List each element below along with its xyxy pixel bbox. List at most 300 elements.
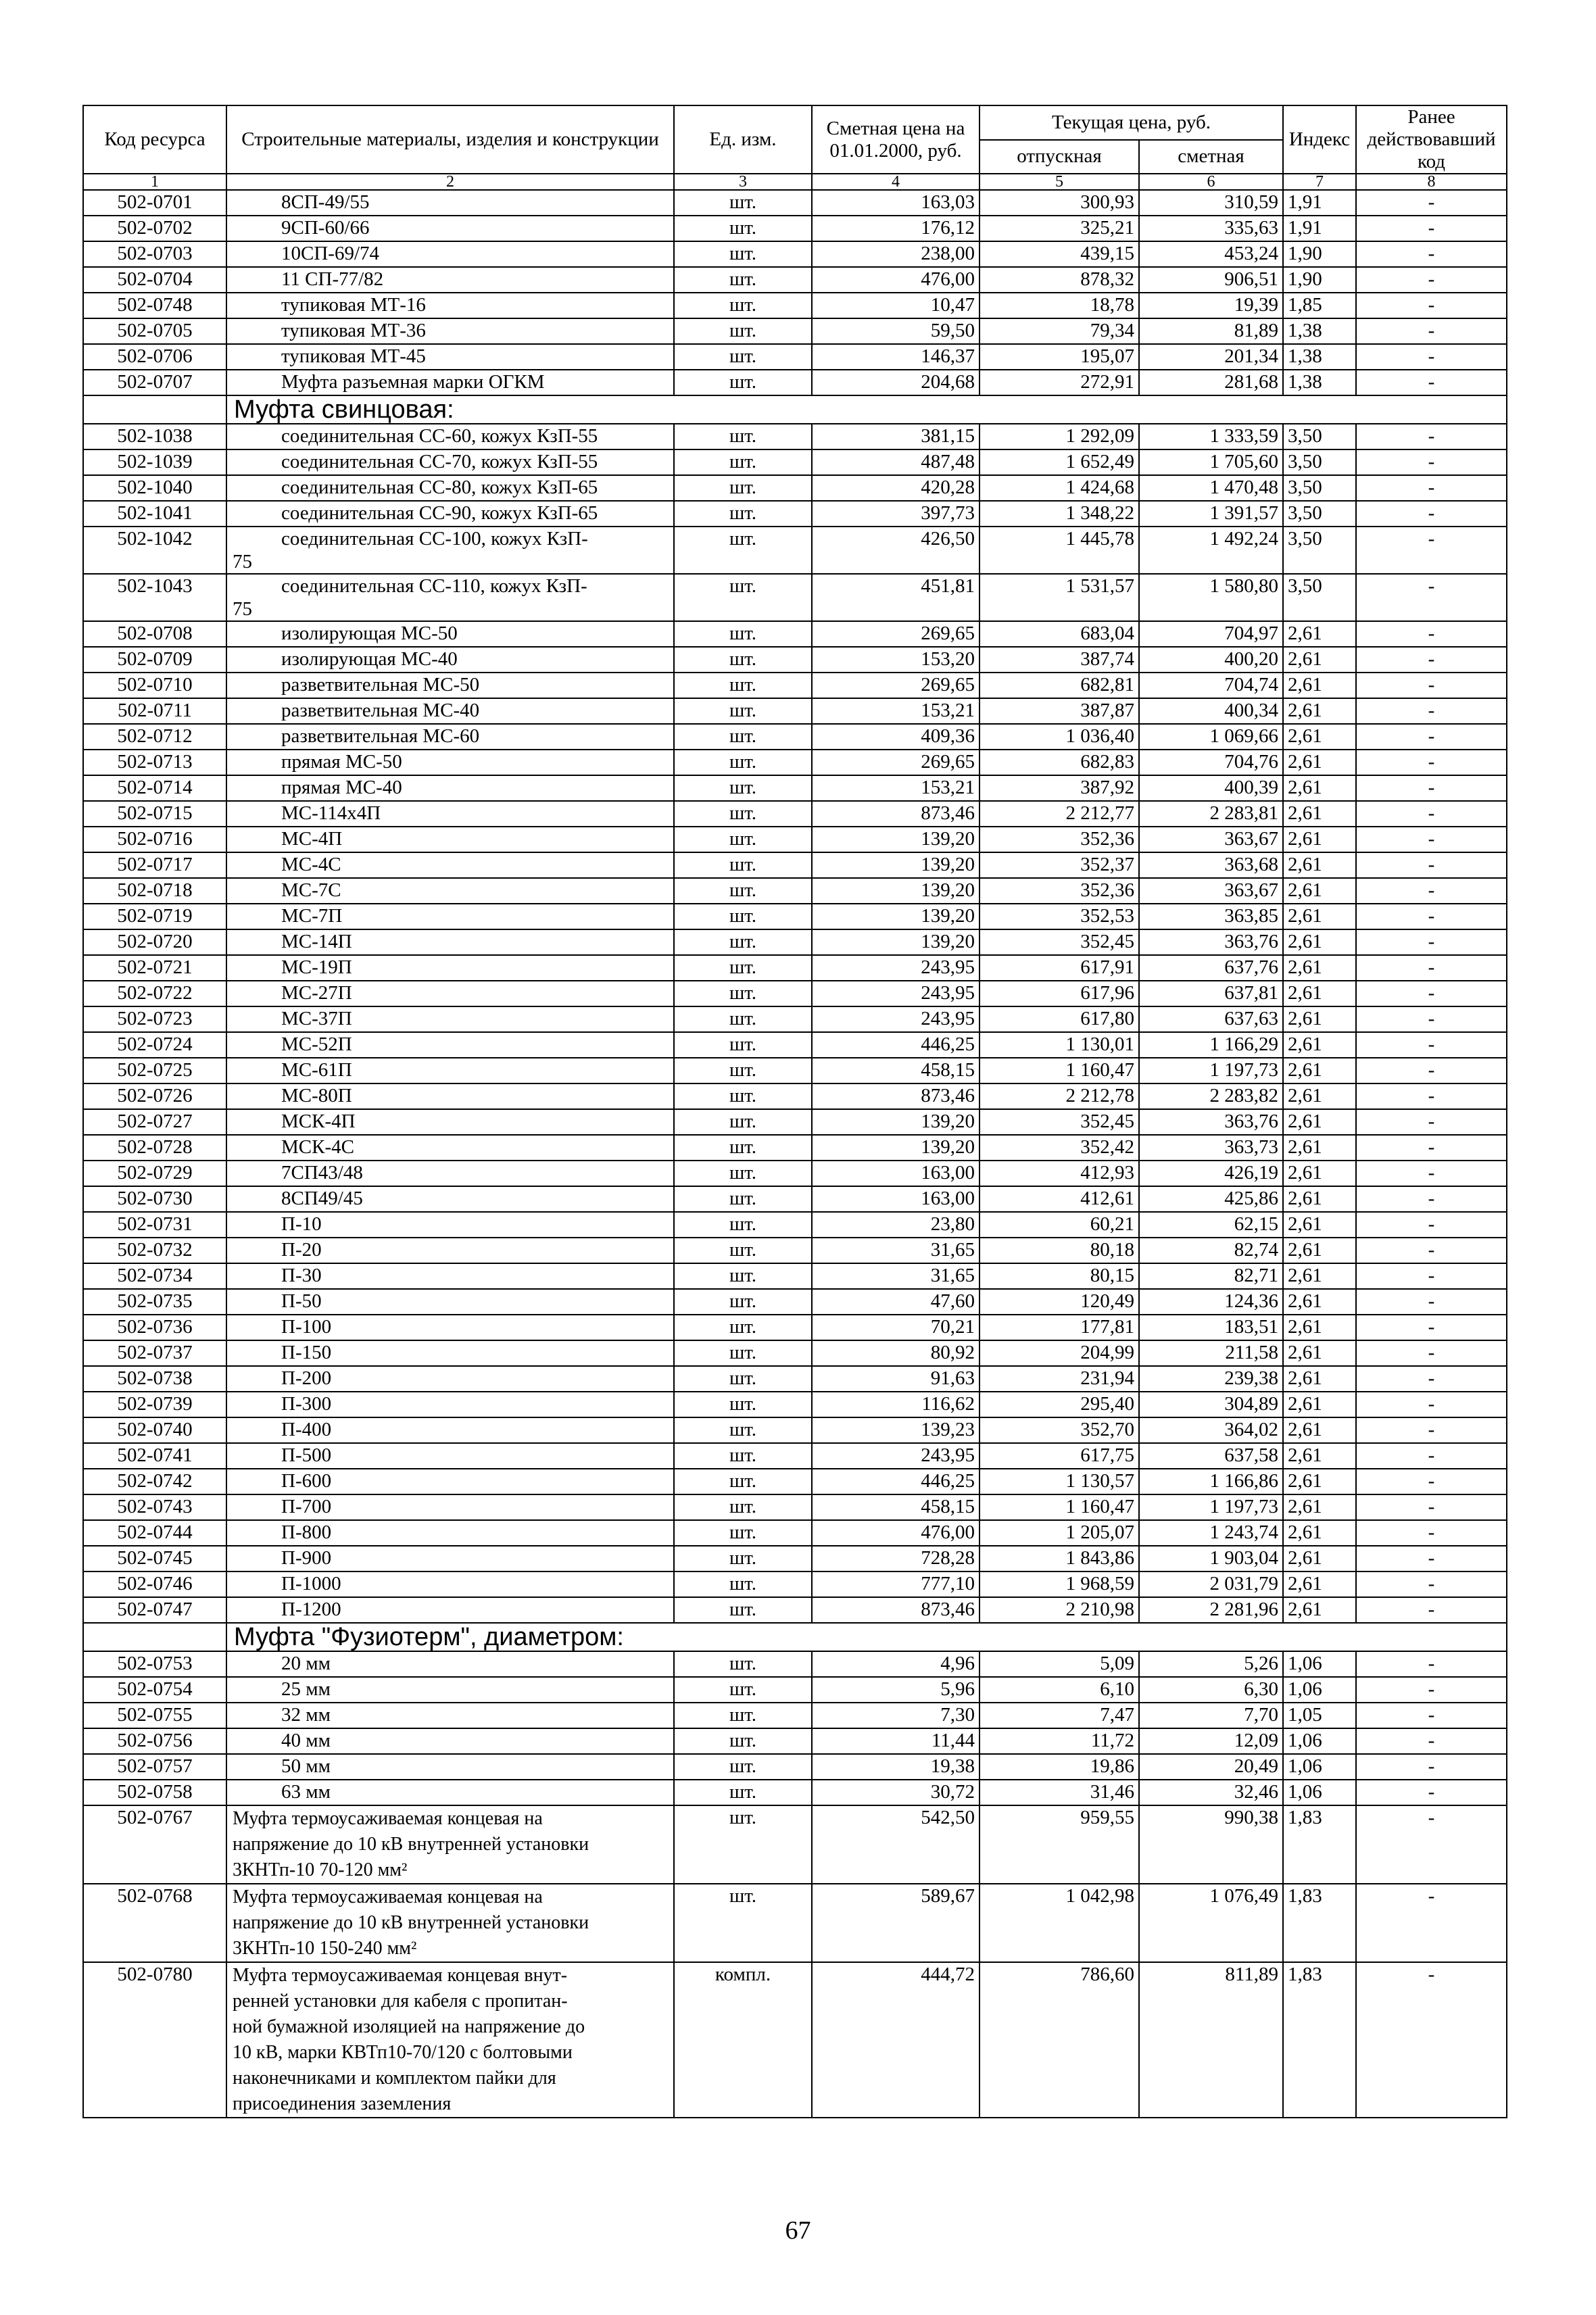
material-name: разветвительная МС-60 (226, 724, 674, 750)
resource-code: 502-0718 (83, 878, 226, 904)
release-price: 1 445,78 (980, 527, 1139, 574)
estimate-price: 1 391,57 (1139, 501, 1283, 527)
resource-code: 502-0716 (83, 827, 226, 852)
resource-code: 502-0722 (83, 981, 226, 1006)
table-row (83, 1780, 1507, 1805)
material-name (226, 1884, 674, 1962)
material-name: П-500 (226, 1443, 674, 1469)
previous-code: - (1356, 647, 1507, 673)
header-release-price: отпускная (980, 140, 1139, 174)
base-price: 153,21 (812, 698, 980, 724)
resource-code: 502-0731 (83, 1212, 226, 1238)
price-index: 1,91 (1283, 190, 1356, 216)
previous-code: - (1356, 1417, 1507, 1443)
previous-code: - (1356, 1366, 1507, 1392)
price-index: 2,61 (1283, 621, 1356, 647)
previous-code: - (1356, 1780, 1507, 1805)
price-index: 2,61 (1283, 981, 1356, 1006)
estimate-price: 81,89 (1139, 318, 1283, 344)
resource-code: 502-0727 (83, 1109, 226, 1135)
estimate-price: 363,76 (1139, 1109, 1283, 1135)
base-price: 238,00 (812, 241, 980, 267)
price-index: 2,61 (1283, 1083, 1356, 1109)
estimate-price: 1 243,74 (1139, 1520, 1283, 1546)
resource-code: 502-0747 (83, 1597, 226, 1623)
previous-code: - (1356, 574, 1507, 621)
previous-code: - (1356, 1263, 1507, 1289)
price-index: 2,61 (1283, 1263, 1356, 1289)
table-row (83, 1417, 1507, 1443)
base-price: 873,46 (812, 1597, 980, 1623)
release-price: 959,55 (980, 1805, 1139, 1884)
price-index: 2,61 (1283, 955, 1356, 981)
material-name: П-600 (226, 1469, 674, 1494)
base-price: 873,46 (812, 1083, 980, 1109)
unit: шт. (674, 801, 812, 827)
price-index: 2,61 (1283, 1186, 1356, 1212)
price-index: 1,38 (1283, 318, 1356, 344)
previous-code: - (1356, 267, 1507, 293)
resource-code: 502-0755 (83, 1703, 226, 1728)
release-price: 272,91 (980, 370, 1139, 395)
previous-code: - (1356, 1677, 1507, 1703)
previous-code: - (1356, 1805, 1507, 1884)
resource-code: 502-1041 (83, 501, 226, 527)
estimate-price: 704,76 (1139, 750, 1283, 775)
estimate-price: 637,81 (1139, 981, 1283, 1006)
price-index: 2,61 (1283, 1392, 1356, 1417)
table-row (83, 801, 1507, 827)
unit: шт. (674, 904, 812, 929)
price-index: 2,61 (1283, 1417, 1356, 1443)
unit: шт. (674, 852, 812, 878)
price-index: 1,06 (1283, 1780, 1356, 1805)
resource-code: 502-0725 (83, 1058, 226, 1083)
previous-code: - (1356, 1962, 1507, 2118)
material-name: разветвительная МС-40 (226, 698, 674, 724)
resource-code: 502-0735 (83, 1289, 226, 1315)
previous-code: - (1356, 1212, 1507, 1238)
price-table-sheet (82, 105, 1506, 2118)
base-price: 420,28 (812, 475, 980, 501)
price-index: 1,85 (1283, 293, 1356, 318)
material-name: 8СП49/45 (226, 1186, 674, 1212)
resource-code: 502-0712 (83, 724, 226, 750)
resource-code: 502-0706 (83, 344, 226, 370)
previous-code: - (1356, 449, 1507, 475)
estimate-price: 2 283,81 (1139, 801, 1283, 827)
table-row (83, 1340, 1507, 1366)
estimate-price: 124,36 (1139, 1289, 1283, 1315)
table-row (83, 1962, 1507, 2118)
price-index: 2,61 (1283, 775, 1356, 801)
table-row (83, 1289, 1507, 1315)
base-price: 409,36 (812, 724, 980, 750)
price-index: 3,50 (1283, 424, 1356, 449)
release-price: 1 531,57 (980, 574, 1139, 621)
material-name: МС-37П (226, 1006, 674, 1032)
estimate-price: 363,76 (1139, 929, 1283, 955)
base-price: 269,65 (812, 621, 980, 647)
previous-code: - (1356, 1651, 1507, 1677)
material-name: П-150 (226, 1340, 674, 1366)
release-price: 2 210,98 (980, 1597, 1139, 1623)
base-price: 153,20 (812, 647, 980, 673)
release-price: 231,94 (980, 1366, 1139, 1392)
material-name (226, 1805, 674, 1884)
unit: шт. (674, 1366, 812, 1392)
resource-code: 502-0768 (83, 1884, 226, 1962)
price-index: 2,61 (1283, 1546, 1356, 1571)
price-index: 2,61 (1283, 1340, 1356, 1366)
material-name: тупиковая МТ-45 (226, 344, 674, 370)
material-name-line: Муфта термоусаживаемая концевая внут- (233, 1965, 568, 1986)
estimate-price: 2 281,96 (1139, 1597, 1283, 1623)
base-price: 139,20 (812, 852, 980, 878)
material-name: П-100 (226, 1315, 674, 1340)
estimate-price: 304,89 (1139, 1392, 1283, 1417)
estimate-price: 2 283,82 (1139, 1083, 1283, 1109)
release-price: 786,60 (980, 1962, 1139, 2118)
column-number: 2 (226, 174, 674, 190)
base-price: 269,65 (812, 750, 980, 775)
previous-code: - (1356, 801, 1507, 827)
estimate-price: 363,73 (1139, 1135, 1283, 1161)
price-index: 2,61 (1283, 801, 1356, 827)
price-index: 3,50 (1283, 574, 1356, 621)
price-index: 1,90 (1283, 267, 1356, 293)
release-price: 79,34 (980, 318, 1139, 344)
unit: шт. (674, 724, 812, 750)
base-price: 59,50 (812, 318, 980, 344)
resource-code: 502-1038 (83, 424, 226, 449)
base-price: 269,65 (812, 673, 980, 698)
unit: шт. (674, 1212, 812, 1238)
base-price: 397,73 (812, 501, 980, 527)
previous-code: - (1356, 527, 1507, 574)
resource-code: 502-0734 (83, 1263, 226, 1289)
release-price: 5,09 (980, 1651, 1139, 1677)
resource-code: 502-0756 (83, 1728, 226, 1754)
table-row (83, 1571, 1507, 1597)
base-price: 139,20 (812, 827, 980, 852)
estimate-price: 1 492,24 (1139, 527, 1283, 574)
resource-code: 502-0724 (83, 1032, 226, 1058)
resource-code: 502-0741 (83, 1443, 226, 1469)
estimate-price: 1 069,66 (1139, 724, 1283, 750)
unit: шт. (674, 1728, 812, 1754)
release-price: 11,72 (980, 1728, 1139, 1754)
table-row (83, 981, 1507, 1006)
material-name-line: ренней установки для кабеля с пропитан- (233, 1991, 568, 2012)
unit: шт. (674, 293, 812, 318)
material-name: П-1000 (226, 1571, 674, 1597)
table-row (83, 449, 1507, 475)
base-price: 487,48 (812, 449, 980, 475)
section-spacer (83, 1623, 226, 1651)
table-row (83, 1443, 1507, 1469)
resource-code: 502-0711 (83, 698, 226, 724)
price-index: 2,61 (1283, 647, 1356, 673)
price-index: 1,06 (1283, 1728, 1356, 1754)
base-price: 4,96 (812, 1651, 980, 1677)
base-price: 139,23 (812, 1417, 980, 1443)
release-price: 18,78 (980, 293, 1139, 318)
table-row (83, 955, 1507, 981)
estimate-price: 1 333,59 (1139, 424, 1283, 449)
resource-code: 502-0705 (83, 318, 226, 344)
unit: компл. (674, 1962, 812, 2118)
table-row (83, 1884, 1507, 1962)
release-price: 204,99 (980, 1340, 1139, 1366)
unit: шт. (674, 1469, 812, 1494)
base-price: 451,81 (812, 574, 980, 621)
resource-code: 502-0720 (83, 929, 226, 955)
unit: шт. (674, 621, 812, 647)
base-price: 80,92 (812, 1340, 980, 1366)
price-index: 2,61 (1283, 1289, 1356, 1315)
estimate-price: 335,63 (1139, 216, 1283, 241)
unit: шт. (674, 878, 812, 904)
base-price: 163,03 (812, 190, 980, 216)
resource-code: 502-0745 (83, 1546, 226, 1571)
base-price: 70,21 (812, 1315, 980, 1340)
release-price: 1 160,47 (980, 1058, 1139, 1083)
section-row (83, 395, 1507, 424)
estimate-price: 400,34 (1139, 698, 1283, 724)
material-name: 9СП-60/66 (226, 216, 674, 241)
release-price: 1 843,86 (980, 1546, 1139, 1571)
material-name: МС-114х4П (226, 801, 674, 827)
previous-code: - (1356, 1109, 1507, 1135)
price-index: 1,91 (1283, 216, 1356, 241)
previous-code: - (1356, 1703, 1507, 1728)
material-name: П-400 (226, 1417, 674, 1443)
release-price: 439,15 (980, 241, 1139, 267)
base-price: 426,50 (812, 527, 980, 574)
material-name: МС-7С (226, 878, 674, 904)
previous-code: - (1356, 1238, 1507, 1263)
release-price: 682,81 (980, 673, 1139, 698)
column-number: 8 (1356, 174, 1507, 190)
release-price: 352,42 (980, 1135, 1139, 1161)
material-name: тупиковая МТ-16 (226, 293, 674, 318)
table-row (83, 1728, 1507, 1754)
table-row (83, 698, 1507, 724)
table-row (83, 1083, 1507, 1109)
base-price: 146,37 (812, 344, 980, 370)
table-row (83, 673, 1507, 698)
base-price: 446,25 (812, 1032, 980, 1058)
previous-code: - (1356, 501, 1507, 527)
release-price: 1 205,07 (980, 1520, 1139, 1546)
column-number: 6 (1139, 174, 1283, 190)
previous-code: - (1356, 475, 1507, 501)
estimate-price: 12,09 (1139, 1728, 1283, 1754)
resource-code: 502-0744 (83, 1520, 226, 1546)
resource-code: 502-0715 (83, 801, 226, 827)
table-row (83, 501, 1507, 527)
previous-code: - (1356, 750, 1507, 775)
price-index: 2,61 (1283, 1109, 1356, 1135)
base-price: 7,30 (812, 1703, 980, 1728)
previous-code: - (1356, 929, 1507, 955)
material-name: 63 мм (226, 1780, 674, 1805)
material-name: 11 СП-77/82 (226, 267, 674, 293)
resource-code: 502-0753 (83, 1651, 226, 1677)
table-row (83, 750, 1507, 775)
previous-code: - (1356, 981, 1507, 1006)
material-name: 7СП43/48 (226, 1161, 674, 1186)
unit: шт. (674, 750, 812, 775)
base-price: 5,96 (812, 1677, 980, 1703)
material-name: соединительная СС-90, кожух КзП-65 (226, 501, 674, 527)
previous-code: - (1356, 1315, 1507, 1340)
release-price: 352,45 (980, 929, 1139, 955)
estimate-price: 1 197,73 (1139, 1058, 1283, 1083)
resource-code: 502-0702 (83, 216, 226, 241)
previous-code: - (1356, 1754, 1507, 1780)
table-row (83, 929, 1507, 955)
base-price: 458,15 (812, 1494, 980, 1520)
unit: шт. (674, 501, 812, 527)
table-row (83, 527, 1507, 574)
release-price: 387,92 (980, 775, 1139, 801)
material-name-line: 3КНТп-10 70-120 мм² (233, 1859, 408, 1880)
unit: шт. (674, 955, 812, 981)
section-title: Муфта "Фузиотерм", диаметром: (226, 1623, 1507, 1651)
unit: шт. (674, 1006, 812, 1032)
base-price: 381,15 (812, 424, 980, 449)
table-row (83, 1703, 1507, 1728)
base-price: 19,38 (812, 1754, 980, 1780)
material-name: соединительная СС-60, кожух КзП-55 (226, 424, 674, 449)
release-price: 412,61 (980, 1186, 1139, 1212)
material-name: 25 мм (226, 1677, 674, 1703)
header-code: Код ресурса (83, 105, 226, 174)
resource-code: 502-1043 (83, 574, 226, 621)
estimate-price: 5,26 (1139, 1651, 1283, 1677)
resource-code: 502-0737 (83, 1340, 226, 1366)
unit: шт. (674, 1677, 812, 1703)
header-index: Индекс (1283, 105, 1356, 174)
price-index: 2,61 (1283, 827, 1356, 852)
estimate-price: 811,89 (1139, 1962, 1283, 2118)
material-name: МС-4П (226, 827, 674, 852)
previous-code: - (1356, 1032, 1507, 1058)
price-index: 2,61 (1283, 1032, 1356, 1058)
header-base-price: Сметная цена на 01.01.2000, руб. (812, 105, 980, 174)
unit: шт. (674, 1443, 812, 1469)
release-price: 1 036,40 (980, 724, 1139, 750)
table-row (83, 1805, 1507, 1884)
base-price: 31,65 (812, 1238, 980, 1263)
release-price: 387,74 (980, 647, 1139, 673)
unit: шт. (674, 1805, 812, 1884)
material-name-line: соединительная СС-100, кожух КзП- (281, 528, 588, 550)
resource-code: 502-1039 (83, 449, 226, 475)
unit: шт. (674, 267, 812, 293)
table-row (83, 852, 1507, 878)
release-price: 31,46 (980, 1780, 1139, 1805)
previous-code: - (1356, 318, 1507, 344)
release-price: 617,75 (980, 1443, 1139, 1469)
resource-code: 502-0717 (83, 852, 226, 878)
estimate-price: 281,68 (1139, 370, 1283, 395)
material-name: МС-14П (226, 929, 674, 955)
base-price: 47,60 (812, 1289, 980, 1315)
previous-code: - (1356, 216, 1507, 241)
estimate-price: 363,85 (1139, 904, 1283, 929)
header-prev-code: Ранее действовавший код (1356, 105, 1507, 174)
resource-code: 502-0704 (83, 267, 226, 293)
table-row (83, 1651, 1507, 1677)
unit: шт. (674, 190, 812, 216)
base-price: 139,20 (812, 904, 980, 929)
estimate-price: 82,74 (1139, 1238, 1283, 1263)
release-price: 1 348,22 (980, 501, 1139, 527)
material-name: соединительная СС-80, кожух КзП-65 (226, 475, 674, 501)
material-name-line: 10 кВ, марки КВТп10-70/120 с болтовыми (233, 2042, 573, 2063)
base-price: 476,00 (812, 267, 980, 293)
previous-code: - (1356, 1289, 1507, 1315)
table-row (83, 241, 1507, 267)
price-index: 3,50 (1283, 501, 1356, 527)
estimate-price: 906,51 (1139, 267, 1283, 293)
table-row (83, 1392, 1507, 1417)
resource-code: 502-0742 (83, 1469, 226, 1494)
price-index: 2,61 (1283, 1469, 1356, 1494)
price-index: 2,61 (1283, 1135, 1356, 1161)
base-price: 458,15 (812, 1058, 980, 1083)
estimate-price: 637,63 (1139, 1006, 1283, 1032)
unit: шт. (674, 1238, 812, 1263)
table-row (83, 1186, 1507, 1212)
unit: шт. (674, 1884, 812, 1962)
estimate-price: 1 470,48 (1139, 475, 1283, 501)
column-number: 7 (1283, 174, 1356, 190)
table-row (83, 1212, 1507, 1238)
price-index: 1,06 (1283, 1754, 1356, 1780)
material-name: МС-61П (226, 1058, 674, 1083)
price-index: 1,06 (1283, 1677, 1356, 1703)
estimate-price: 6,30 (1139, 1677, 1283, 1703)
resource-code: 502-0758 (83, 1780, 226, 1805)
release-price: 7,47 (980, 1703, 1139, 1728)
resource-code: 502-0708 (83, 621, 226, 647)
resource-code: 502-0732 (83, 1238, 226, 1263)
resource-code: 502-0719 (83, 904, 226, 929)
price-index: 2,61 (1283, 1212, 1356, 1238)
estimate-price: 1 903,04 (1139, 1546, 1283, 1571)
previous-code: - (1356, 698, 1507, 724)
release-price: 325,21 (980, 216, 1139, 241)
previous-code: - (1356, 1546, 1507, 1571)
previous-code: - (1356, 878, 1507, 904)
column-number: 1 (83, 174, 226, 190)
material-name-line: наконечниками и комплектом пайки для (233, 2068, 556, 2089)
base-price: 23,80 (812, 1212, 980, 1238)
estimate-price: 82,71 (1139, 1263, 1283, 1289)
material-name: 10СП-69/74 (226, 241, 674, 267)
release-price: 195,07 (980, 344, 1139, 370)
unit: шт. (674, 318, 812, 344)
material-name: П-700 (226, 1494, 674, 1520)
release-price: 683,04 (980, 621, 1139, 647)
table-row (83, 621, 1507, 647)
unit: шт. (674, 1571, 812, 1597)
previous-code: - (1356, 241, 1507, 267)
